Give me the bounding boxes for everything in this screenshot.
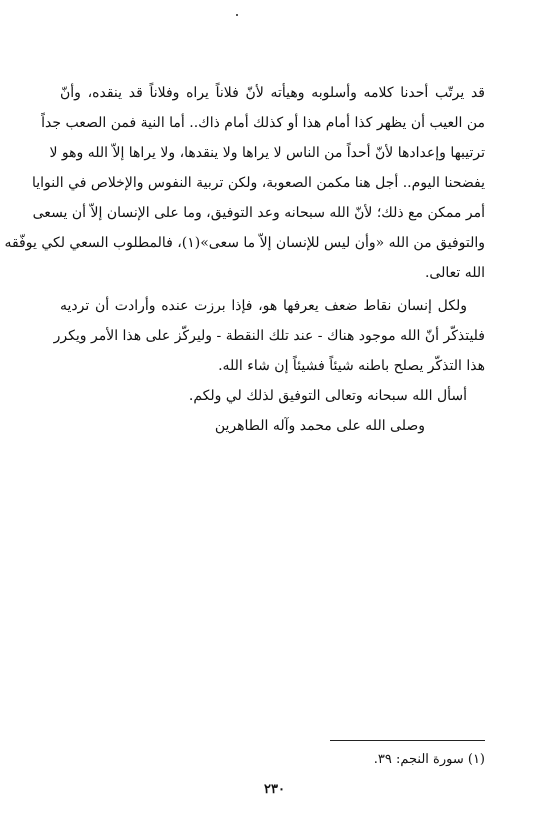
footnote: (١) سورة النجم: ٣٩. [373,752,485,767]
paragraph-1-line-4: يفضحنا اليوم.. أجل هنا مكمن الصعوبة، ولكن تربية النفوس والإخلاص في النوايا [31,175,485,191]
paragraph-2-line-2: فليتذكّر أنّ الله موجود هناك - عند تلك النقطة - وليركّز على هذا الأمر ويكرر [53,328,485,344]
paragraph-1-line-5: أمر ممكن مع ذلك؛ لأنّ الله سبحانه وعد التوفيق، وما على الإنسان إلاّ أن يسعى [32,205,485,221]
paragraph-2-line-3: هذا التذكّر يصلح باطنه شيئاً فشيئاً إن شاء الله. [218,358,485,374]
closing-line-1: أسأل الله سبحانه وتعالى التوفيق لذلك لي ولكم. [188,388,467,404]
paragraph-1-line-2: من العيب أن يظهر كذا أمام هذا أو كذلك أمام ذاك.. أما النية فمن الصعب جداً [41,115,485,131]
page-body [4,78,485,441]
paragraph-1-line-1: قد يرتّب أحدنا كلامه وأسلوبه وهيأته لأنّ فلاناً يراه وفلاناً قد ينقده، وأنّ [60,85,485,101]
footnote-divider [330,740,485,741]
paragraph-1-line-3: ترتيبها وإعدادها لأنّ أحداً من الناس لا يراها ولا ينقدها، ولا يراها إلاّ الله وهو لا [49,145,485,161]
page-number: ٢٣٠ [264,782,285,797]
closing-line-2: وصلى الله على محمد وآله الطاهرين [214,418,425,434]
paragraph-2-line-1: ولكل إنسان نقاط ضعف يعرفها هو، فإذا برزت عنده وأرادت أن ترديه [60,298,467,314]
paragraph-1-line-7: الله تعالى. [424,265,485,281]
scan-speck [236,14,238,16]
paragraph-1-line-6: والتوفيق من الله «وأن ليس للإنسان إلاّ ما سعى»(١)، فالمطلوب السعي لكي يوفّقه [4,235,485,251]
